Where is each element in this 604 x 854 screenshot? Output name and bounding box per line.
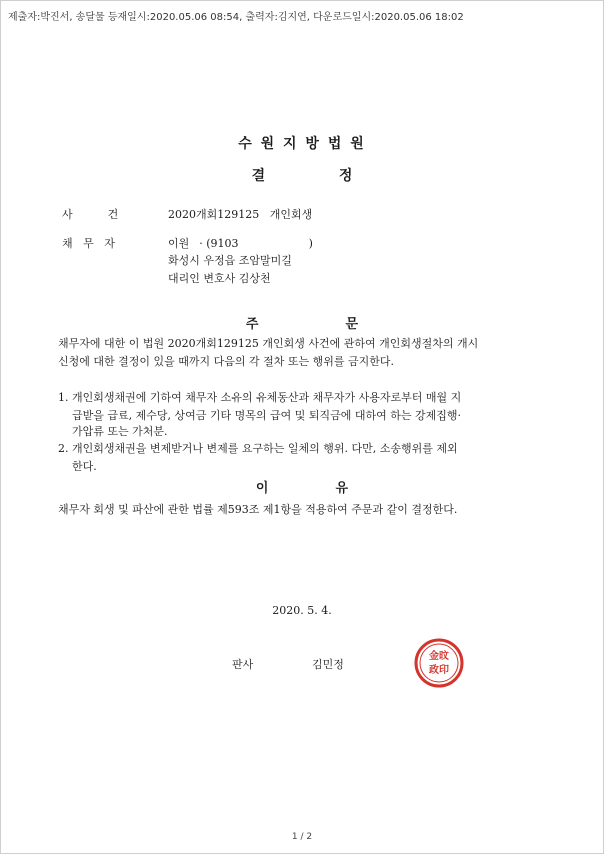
page-number: 1 / 2 (291, 832, 313, 842)
submission-metadata: 제출자:박진서, 송달물 등재일시:2020.05.06 08:54, 출력자:김지연, 다운로드일시:2020.05.06 18:02 (8, 12, 464, 23)
debtor-mark: · (199, 237, 203, 250)
order-intro-line-2: 신청에 대한 결정이 있을 때까지 다음의 각 절차 또는 행위를 금지한다. (58, 355, 394, 368)
case-label: 사 건 (62, 208, 119, 221)
reason-section-title (0, 477, 604, 496)
reason-title-left: 이 (255, 481, 269, 496)
svg-text:政印: 政印 (429, 665, 449, 676)
decision-title-right: 정 (338, 168, 353, 184)
debtor-agent: 대리인 변호사 김상천 (168, 272, 271, 285)
decision-title (0, 165, 604, 185)
order-item-1-line-1: 1. 개인회생채권에 기하여 채무자 소유의 유체동산과 채무자가 사용자로부터 매월 지 (58, 391, 462, 404)
reason-title-right: 유 (335, 481, 349, 496)
case-number: 2020개회129125 개인회생 (168, 208, 313, 221)
order-title-left: 주 (245, 317, 259, 332)
judge-seal (413, 637, 465, 689)
debtor-label: 채 무 자 (62, 237, 115, 250)
debtor-id-close: ) (308, 237, 313, 250)
order-title-right: 문 (345, 317, 359, 332)
svg-text:金旼: 金旼 (429, 651, 449, 662)
order-intro-line-1: 채무자에 대한 이 법원 2020개회129125 개인회생 사건에 관하여 개인회생절차의 개시 (58, 337, 479, 350)
order-item-2-line-1: 2. 개인회생채권을 변제받거나 변제를 요구하는 일체의 행위. 다만, 소송행위를 제외 (58, 442, 458, 455)
court-name: 수 원 지 방 법 원 (238, 136, 366, 152)
debtor-id-prefix: (9103 (206, 237, 239, 250)
decision-title-left: 결 (251, 168, 266, 184)
order-item-1-line-2: 급받을 급료, 제수당, 상여금 기타 명목의 급여 및 퇴직금에 대하여 하는 강제집행· (72, 409, 461, 422)
debtor-address: 화성시 우정읍 조암말미길 (168, 254, 292, 267)
debtor-name: 이원 (168, 237, 190, 250)
order-section-title (0, 313, 604, 332)
decision-date: 2020. 5. 4. (272, 604, 332, 617)
judge-label: 판사 (232, 658, 254, 671)
order-item-2-line-2: 한다. (72, 460, 97, 473)
judge-name: 김민정 (312, 658, 344, 671)
debtor-name-line (168, 235, 313, 251)
reason-text: 채무자 회생 및 파산에 관한 법률 제593조 제1항을 적용하여 주문과 같이 결정한다. (58, 503, 458, 516)
order-item-1-line-3: 가압류 또는 가처분. (72, 425, 168, 438)
